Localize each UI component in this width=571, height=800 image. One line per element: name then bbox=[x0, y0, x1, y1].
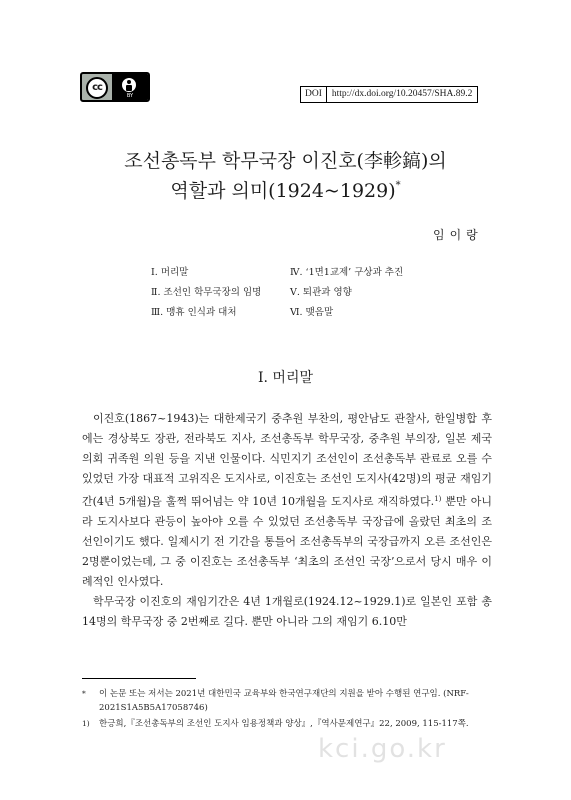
footnote-mark: * bbox=[82, 689, 86, 698]
toc-num: Ⅵ. bbox=[290, 307, 303, 318]
footnote-divider bbox=[82, 678, 196, 679]
footnote-text: 이 논문 또는 저서는 2021년 대한민국 교육부와 한국연구재단의 지원을 받아 수행된 연구임. (NRF-2021S1A5B5A17058746) bbox=[99, 689, 469, 713]
footnote-1 bbox=[82, 717, 494, 731]
author-name: 임이랑 bbox=[433, 228, 483, 242]
toc-label: 퇴관과 영향 bbox=[302, 287, 352, 298]
paragraph-2: 학무국장 이진호의 재임기간은 4년 1개월로(1924.12~1929.1)로 일본인 포함 총 14명의 학무국장 중 2번째로 길다. 뿐만 아니라 그의 재임기 6.10만 bbox=[82, 595, 492, 628]
toc-label: 조선인 학무국장의 임명 bbox=[163, 287, 262, 298]
toc-num: Ⅱ. bbox=[151, 287, 161, 298]
toc-label: 맺음말 bbox=[305, 307, 334, 318]
toc-label: 맹휴 인식과 대처 bbox=[166, 307, 237, 318]
toc-item-6 bbox=[290, 304, 333, 318]
paragraph-1-text-b: 뿐만 아니라 도지사보다 관등이 높아야 오를 수 있었던 조선총독부 국장급에 올랐던 최초의 조선인이기도 했다. 일제시기 전 기간을 통틀어 조선총독부의 국장급까지 오른 조선인은 2명뿐이었는데, 그 중 이진호는 조선총독부 ‘최초의 조선인 국장’으로서 당시 매우 이례적인 인사였다. bbox=[82, 495, 492, 588]
toc-item-1 bbox=[151, 264, 188, 278]
attribution-person-icon bbox=[120, 76, 138, 94]
cc-by-license-badge bbox=[80, 72, 150, 102]
footnote-funding bbox=[82, 687, 494, 715]
toc-item-2 bbox=[151, 284, 261, 298]
toc-num: Ⅳ. bbox=[290, 267, 303, 278]
doi-label: DOI bbox=[301, 87, 327, 102]
paragraph-1 bbox=[82, 409, 492, 592]
paper-title-line-2-text: 역할과 의미(1924~1929) bbox=[170, 180, 396, 202]
watermark: kci.go.kr bbox=[318, 734, 447, 764]
toc-num: Ⅰ. bbox=[151, 267, 158, 278]
toc-item-4 bbox=[290, 264, 403, 278]
paper-title-line-1: 조선총독부 학무국장 이진호(李軫鎬)의 bbox=[124, 150, 447, 172]
paragraph-1-text-a: 이진호(1867~1943)는 대한제국기 중추원 부찬의, 평안남도 관찰사, 한일병합 후에는 경상북도 장관, 전라북도 지사, 조선총독부 학무국장, 중추원 부의장, 일본 제국의회 귀족원 의원 등을 지낸 인물이다. 식민지기 조선인이 조선총독부 관료로 오를 수 있었던 가장 대표적 고위직은 도지사로, 이진호는 조선인 도지사(42명)의 평균 재임기간(4년 5개월)을 훌쩍 뛰어넘는 약 10년 10개월을 도지사로 재직하였다. bbox=[82, 412, 492, 508]
section-heading bbox=[0, 367, 571, 387]
by-label: BY bbox=[126, 93, 134, 99]
by-strip bbox=[112, 74, 148, 100]
doi-link[interactable]: http://dx.doi.org/10.20457/SHA.89.2 bbox=[331, 89, 473, 99]
toc-label: 머리말 bbox=[160, 267, 189, 278]
toc-item-3 bbox=[151, 304, 237, 318]
body-text bbox=[82, 409, 492, 632]
cc-icon: cc bbox=[86, 77, 108, 99]
toc-label: ‘1면1교제’ 구상과 추진 bbox=[305, 267, 404, 278]
toc-item-5 bbox=[290, 284, 352, 298]
footnote-text: 한긍희,『조선총독부의 조선인 도지사 임용정책과 양상』,『역사문제연구』22, 2009, 115-117쪽. bbox=[99, 719, 469, 729]
section-number: Ⅰ. bbox=[257, 370, 268, 386]
doi-box bbox=[300, 86, 478, 103]
toc-num: Ⅲ. bbox=[151, 307, 164, 318]
footnote-ref-1[interactable]: 1) bbox=[434, 495, 442, 503]
footnote-mark: 1) bbox=[82, 719, 90, 728]
paper-title-line-2 bbox=[0, 176, 571, 203]
title-footnote-mark[interactable]: * bbox=[395, 180, 401, 191]
section-title: 머리말 bbox=[272, 370, 313, 386]
toc-num: Ⅴ. bbox=[290, 287, 300, 298]
